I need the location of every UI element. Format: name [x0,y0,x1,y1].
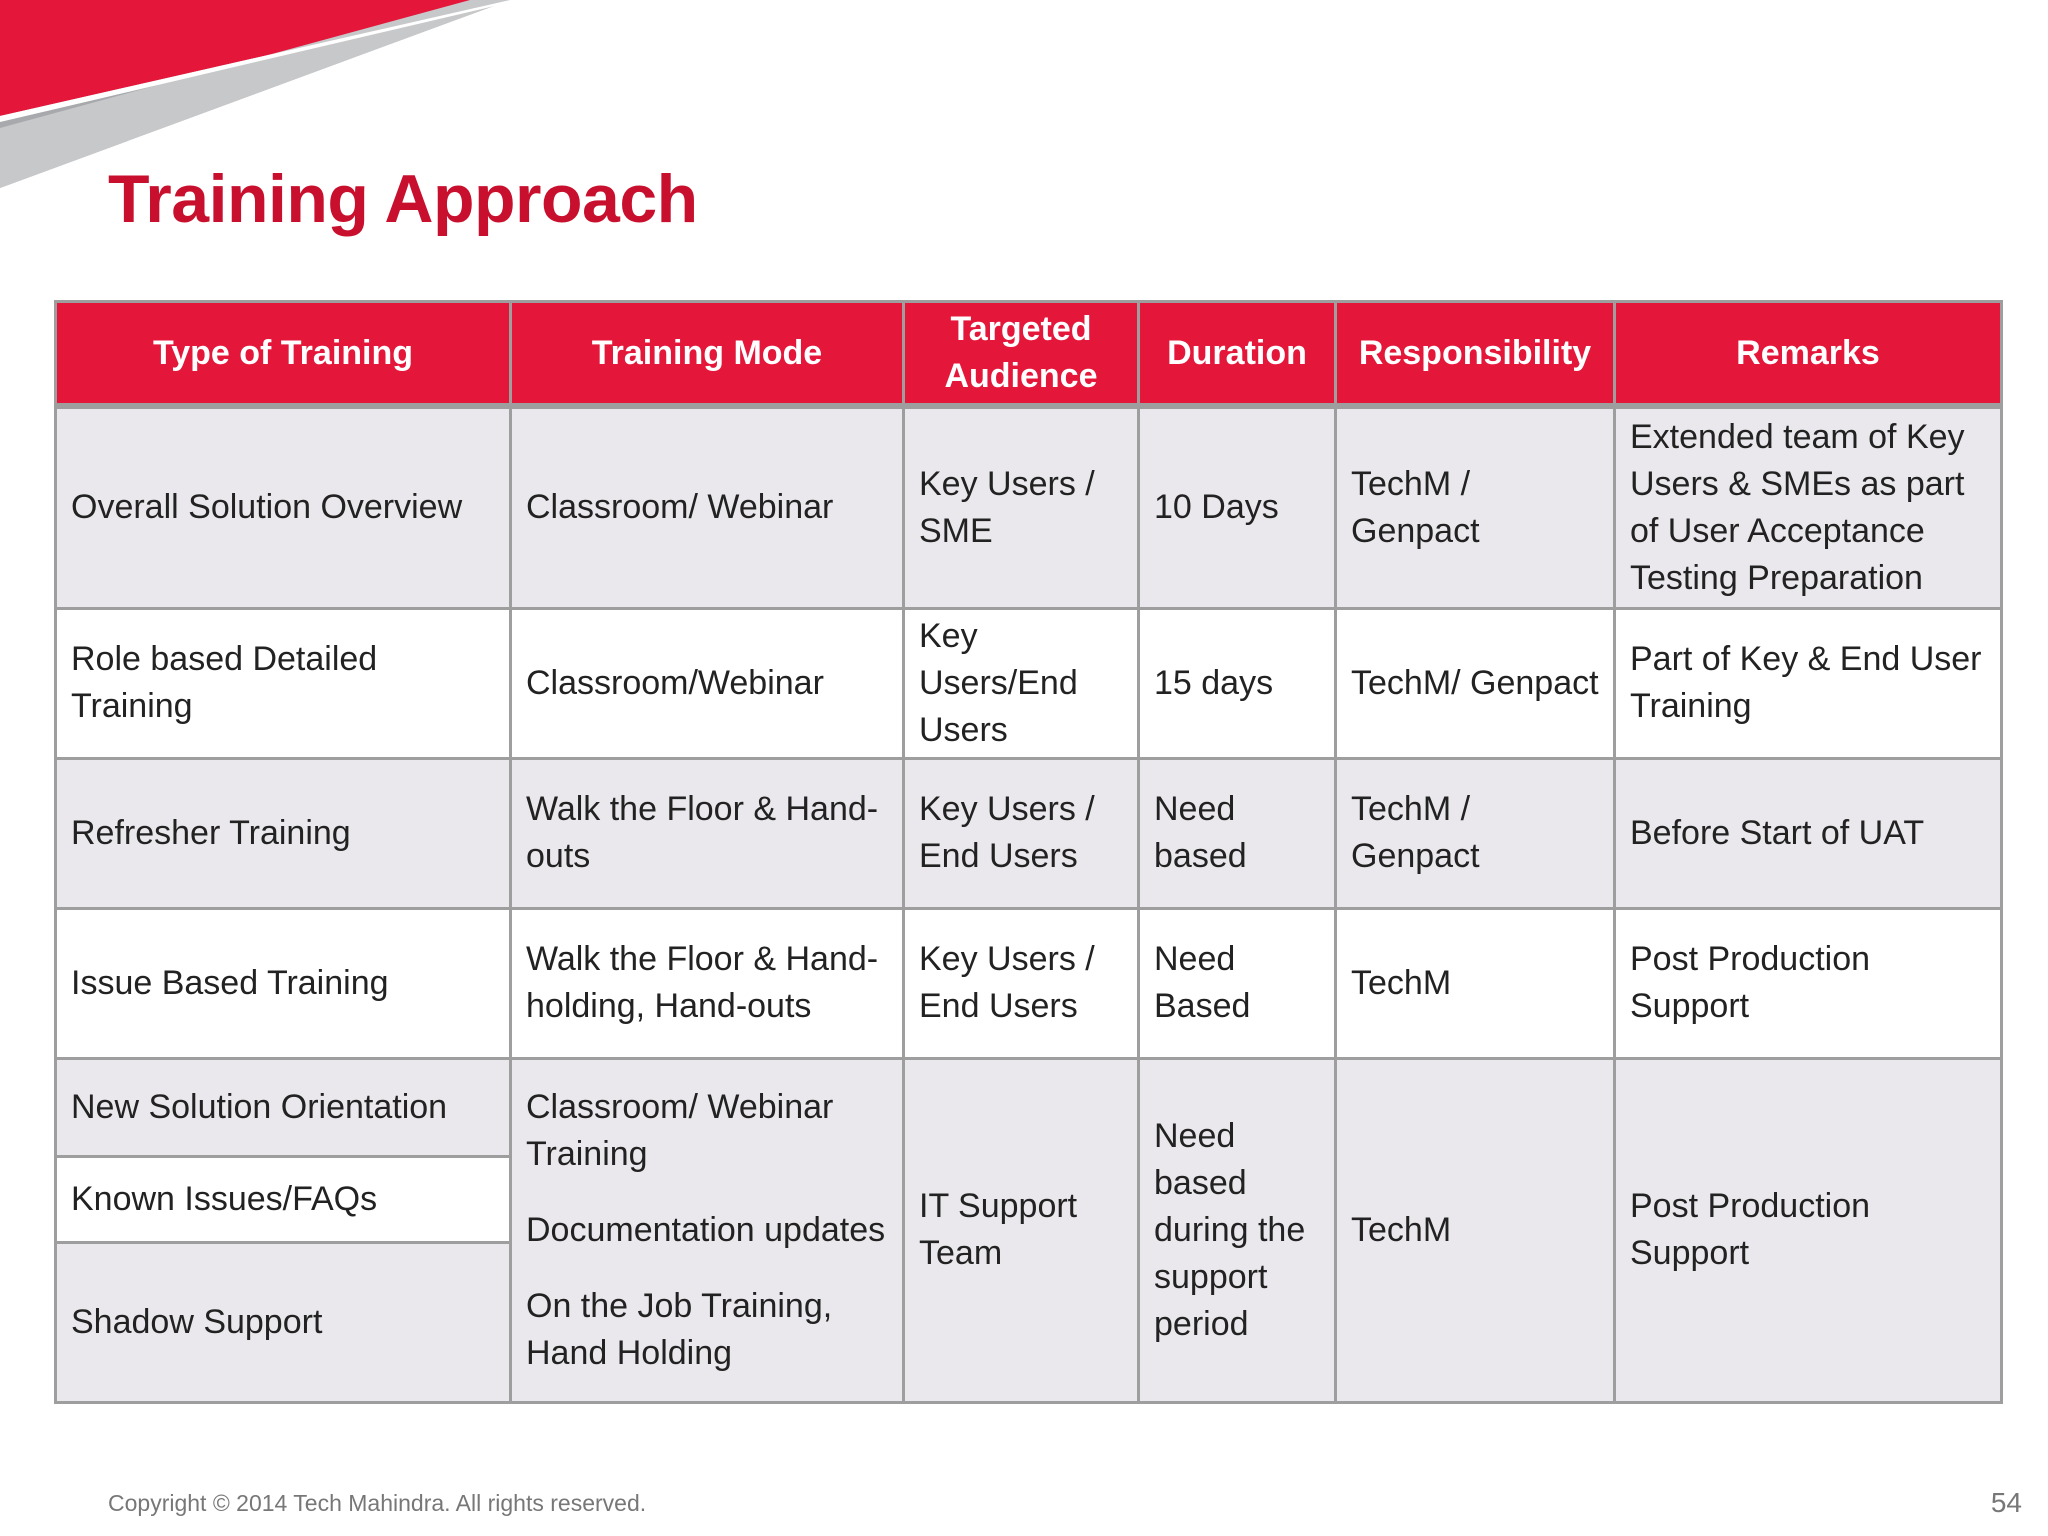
cell-audience: Key Users / SME [904,406,1139,608]
cell-type: Role based Detailed Training [56,608,511,758]
cell-duration: Need based [1139,758,1336,908]
header-targeted-audience: Targeted Audience [904,302,1139,407]
cell-mode: Classroom/ Webinar [511,406,904,608]
mode-item: Documentation updates [526,1210,886,1249]
table-row [56,758,2002,908]
cell-audience: Key Users / End Users [904,758,1139,908]
cell-remarks: Post Production Support [1615,1058,2002,1402]
cell-responsibility: TechM/ Genpact [1336,608,1615,758]
cell-mode: Classroom/Webinar [511,608,904,758]
mode-item: Classroom/ Webinar Training [526,1087,834,1173]
table-row [56,406,2002,608]
cell-duration: Need Based [1139,908,1336,1058]
cell-type: Refresher Training [56,758,511,908]
cell-mode: Walk the Floor & Hand-holding, Hand-outs [511,908,904,1058]
page-number: 54 [1990,1487,2022,1518]
table-row [56,608,2002,758]
header-duration: Duration [1139,302,1336,407]
cell-type: Overall Solution Overview [56,406,511,608]
cell-remarks: Before Start of UAT [1615,758,2002,908]
cell-audience: Key Users/End Users [904,608,1139,758]
cell-remarks: Extended team of Key Users & SMEs as part of User Acceptance Testing Preparation [1615,406,2002,608]
cell-audience: Key Users / End Users [904,908,1139,1058]
cell-responsibility: TechM [1336,908,1615,1058]
mode-item: On the Job Training, Hand Holding [526,1286,833,1372]
cell-type: Known Issues/FAQs [56,1156,511,1242]
cell-remarks: Post Production Support [1615,908,2002,1058]
cell-type: Issue Based Training [56,908,511,1058]
table-row [56,908,2002,1058]
cell-duration: Need based during the support period [1139,1058,1336,1402]
table-header-row [56,302,2002,407]
header-remarks: Remarks [1615,302,2002,407]
cell-responsibility: TechM [1336,1058,1615,1402]
copyright-footer: Copyright © 2014 Tech Mahindra. All rights reserved. [108,1490,647,1516]
slide-title: Training Approach [108,161,698,237]
table-row [56,1058,2002,1156]
header-type-of-training: Type of Training [56,302,511,407]
header-responsibility: Responsibility [1336,302,1615,407]
cell-audience: IT Support Team [904,1058,1139,1402]
training-approach-table [54,300,2003,1404]
cell-type: Shadow Support [56,1242,511,1402]
header-training-mode: Training Mode [511,302,904,407]
cell-duration: 15 days [1139,608,1336,758]
cell-responsibility: TechM / Genpact [1336,758,1615,908]
cell-remarks: Part of Key & End User Training [1615,608,2002,758]
cell-mode-group [511,1058,904,1402]
cell-type: New Solution Orientation [56,1058,511,1156]
cell-mode: Walk the Floor & Hand-outs [511,758,904,908]
cell-duration: 10 Days [1139,406,1336,608]
cell-responsibility: TechM / Genpact [1336,406,1615,608]
